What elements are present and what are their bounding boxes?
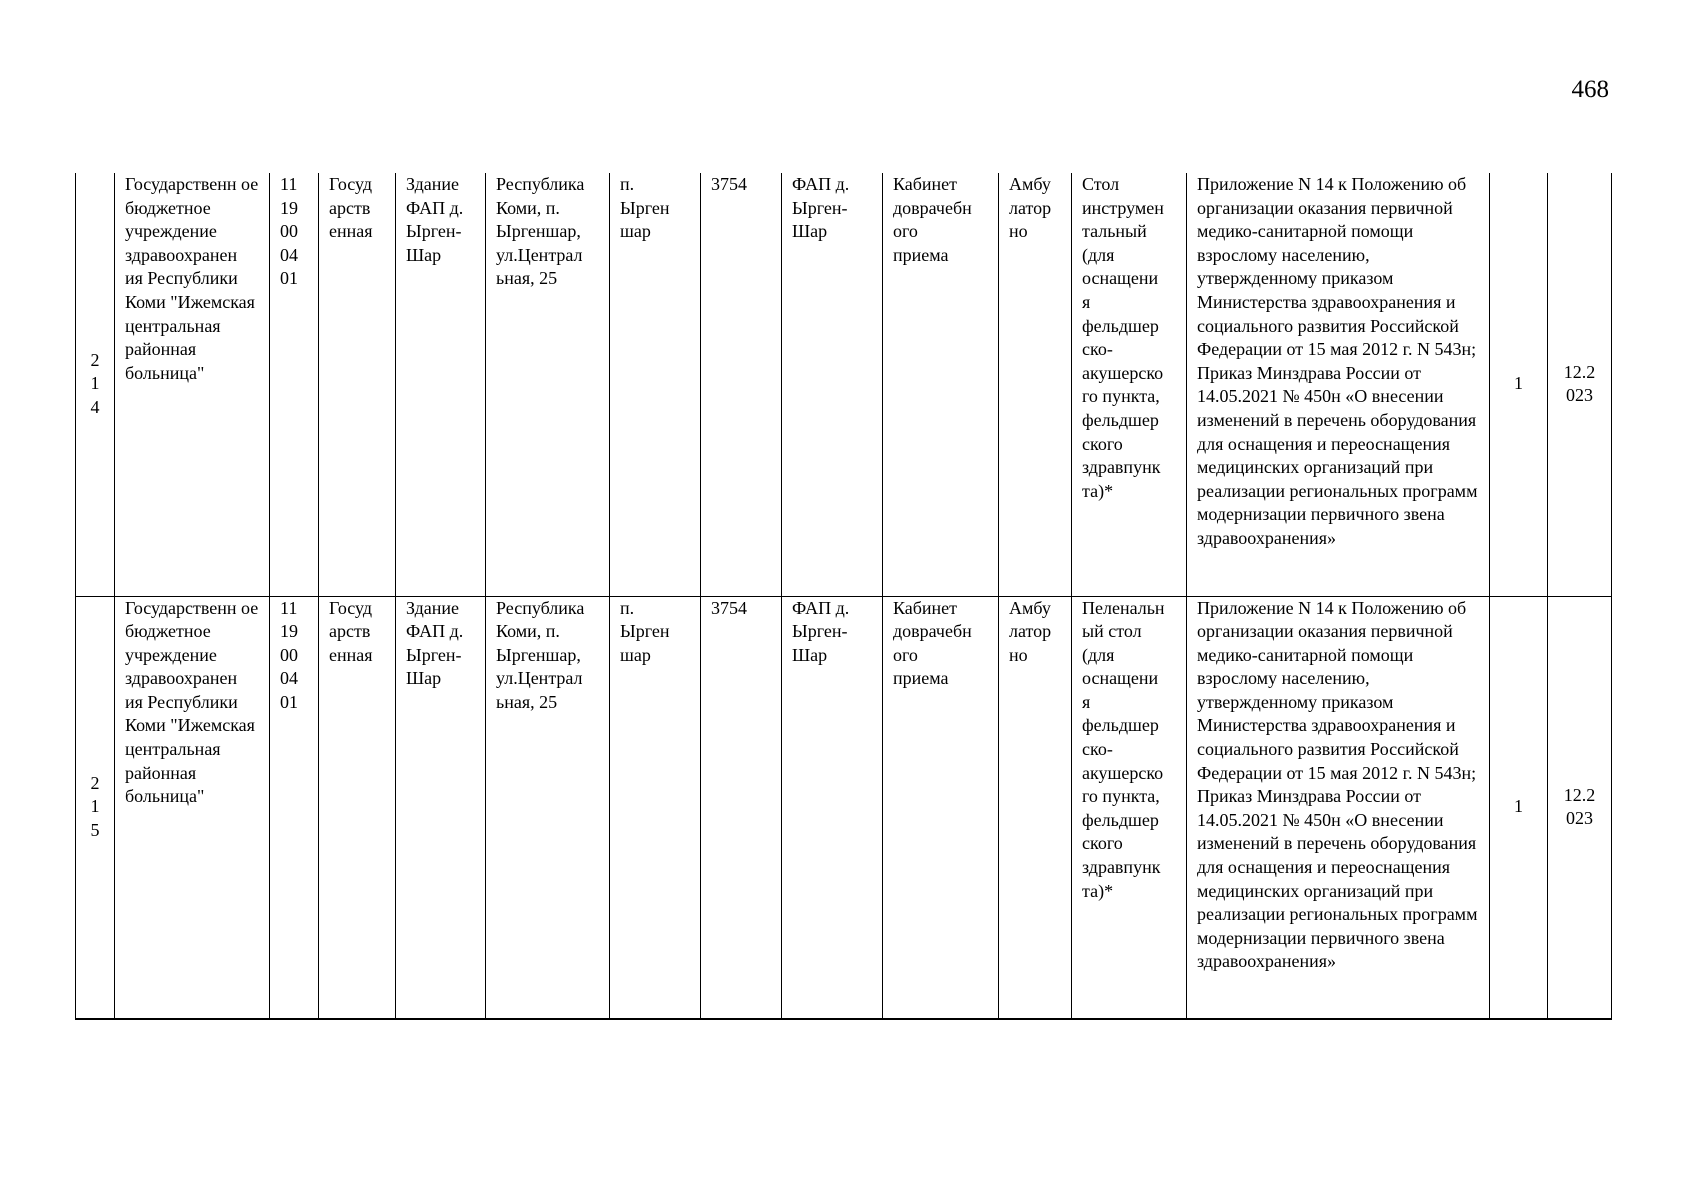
institution-code: 11 19 00 04 01 (280, 174, 298, 289)
row-number-cell (76, 596, 115, 1019)
unit-name: ФАП д. Ырген- Шар (792, 597, 850, 665)
address-cell (486, 596, 610, 1019)
institution-cell (115, 596, 270, 1019)
care-type: Амбу латор но (1009, 597, 1052, 665)
page-number: 468 (1571, 76, 1609, 103)
address-cell (486, 173, 610, 596)
table-row (76, 596, 1612, 1019)
date-cell (1548, 173, 1612, 596)
institution-cell (115, 173, 270, 596)
ownership-type: Госуд арств енная (329, 597, 373, 665)
building-name: Здание ФАП д. Ырген- Шар (406, 597, 464, 689)
room-cell (883, 173, 999, 596)
date: 12.2 023 (1563, 784, 1596, 829)
institution-name: Государственн ое бюджетное учреждение здравоохранен ия Республики Коми "Ижемская центральная районная больница" (125, 174, 259, 383)
row-number: 2 1 5 (90, 772, 100, 841)
equipment-table (75, 173, 1612, 1020)
care-type-cell (999, 173, 1072, 596)
building-cell (396, 596, 486, 1019)
quantity-cell (1490, 596, 1548, 1019)
settlement: п. Ырген шар (620, 174, 670, 242)
legal-basis-cell (1187, 596, 1490, 1019)
settlement-cell (610, 596, 701, 1019)
equipment-name: Пеленальн ый стол (для оснащени я фельдшер ско- акушерско го пункта, фельдшер ского здравпунк та)* (1082, 597, 1165, 901)
room-name: Кабинет доврачебн ого приема (893, 174, 972, 265)
care-type: Амбу латор но (1009, 174, 1052, 242)
row-number-cell (76, 173, 115, 596)
equipment-name: Стол инструмен тальный (для оснащени я фельдшер ско- акушерско го пункта, фельдшер ского здравпунк та)* (1082, 174, 1164, 501)
date: 12.2 023 (1563, 361, 1596, 406)
room-cell (883, 596, 999, 1019)
population: 3754 (711, 174, 747, 194)
ownership-type: Госуд арств енная (329, 174, 373, 242)
institution-code: 11 19 00 04 01 (280, 597, 298, 712)
code-cell (270, 596, 319, 1019)
ownership-cell (319, 173, 396, 596)
row-number: 2 1 4 (90, 349, 100, 418)
settlement: п. Ырген шар (620, 597, 670, 665)
unit-name: ФАП д. Ырген- Шар (792, 174, 850, 242)
building-name: Здание ФАП д. Ырген- Шар (406, 174, 464, 265)
equipment-cell (1072, 596, 1187, 1019)
legal-basis-cell (1187, 173, 1490, 596)
quantity: 1 (1514, 373, 1523, 394)
legal-basis: Приложение N 14 к Положению об организации оказания первичной медико-санитарной помощи взрослому населению, утвержденному приказом Министерства здравоохранения и социального развития Российской Федерации от 15 мая 2012 г. N 543н; Приказ Минздрава России от 14.05.2021 № 450н «О внесении изменений в перечень оборудования для оснащения и переоснащения медицинских организаций при реализации региональных программ модернизации первичного звена здравоохранения» (1197, 597, 1478, 972)
building-cell (396, 173, 486, 596)
table-row (76, 173, 1612, 596)
quantity: 1 (1514, 796, 1523, 817)
address: Республика Коми, п. Ыргеншар, ул.Централ ьная, 25 (496, 597, 585, 712)
unit-cell (782, 173, 883, 596)
code-cell (270, 173, 319, 596)
population: 3754 (711, 597, 747, 618)
room-name: Кабинет доврачебн ого приема (893, 597, 972, 689)
settlement-cell (610, 173, 701, 596)
legal-basis: Приложение N 14 к Положению об организации оказания первичной медико-санитарной помощи взрослому населению, утвержденному приказом Министерства здравоохранения и социального развития Российской Федерации от 15 мая 2012 г. N 543н; Приказ Минздрава России от 14.05.2021 № 450н «О внесении изменений в перечень оборудования для оснащения и переоснащения медицинских организаций при реализации региональных программ модернизации первичного звена здравоохранения» (1197, 174, 1478, 548)
equipment-cell (1072, 173, 1187, 596)
unit-cell (782, 596, 883, 1019)
quantity-cell (1490, 173, 1548, 596)
date-cell (1548, 596, 1612, 1019)
population-cell (701, 596, 782, 1019)
address: Республика Коми, п. Ыргеншар, ул.Централ ьная, 25 (496, 174, 585, 289)
institution-name: Государственн ое бюджетное учреждение здравоохранен ия Республики Коми "Ижемская центральная районная больница" (125, 597, 259, 807)
ownership-cell (319, 596, 396, 1019)
care-type-cell (999, 596, 1072, 1019)
population-cell (701, 173, 782, 596)
